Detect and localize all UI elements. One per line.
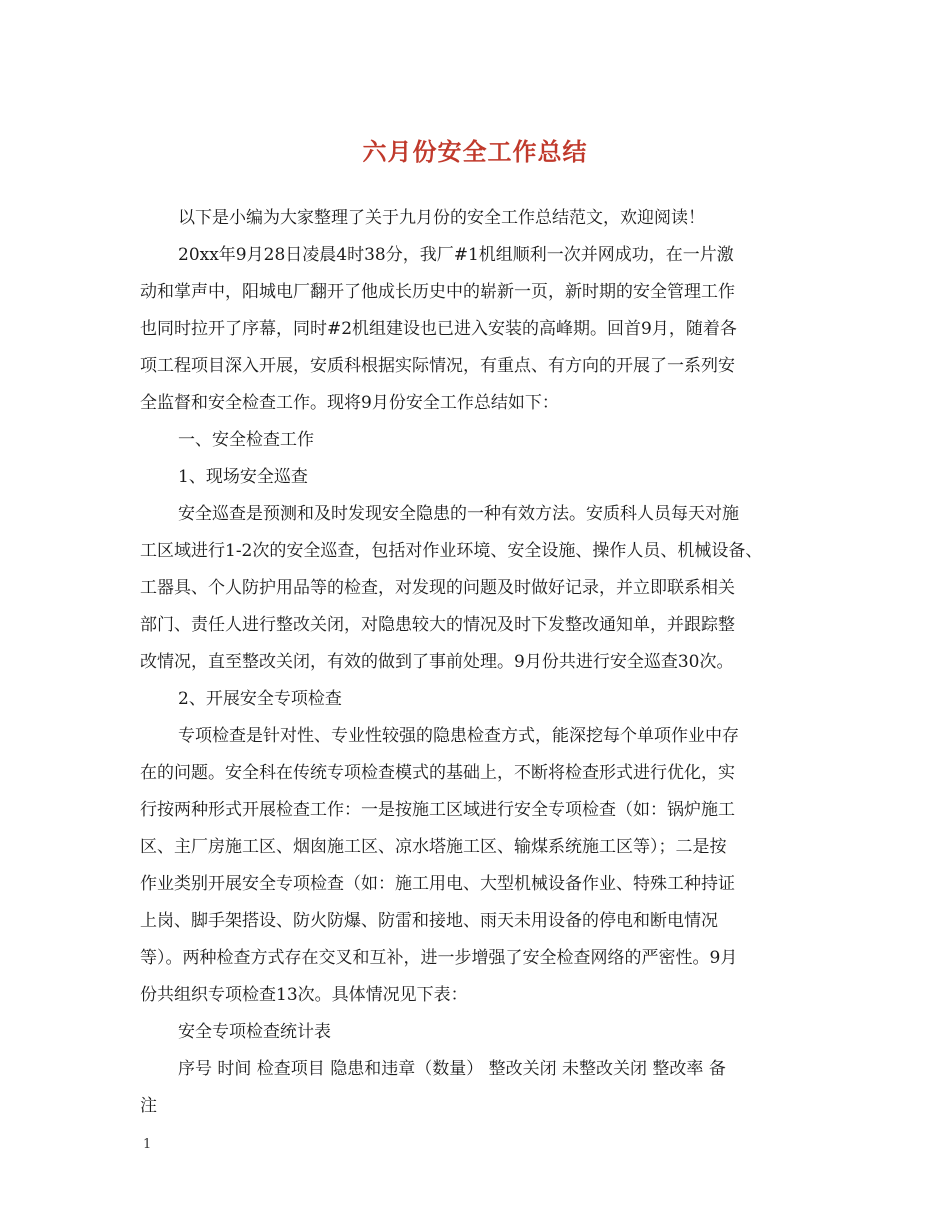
text-line: 2、开展安全专项检查 xyxy=(178,689,342,709)
text-line: 份共组织专项检查13次。具体情况见下表： xyxy=(140,985,468,1005)
text-line: 全监督和安全检查工作。现将9月份安全工作总结如下： xyxy=(140,393,559,413)
text-line: 以下是小编为大家整理了关于九月份的安全工作总结范文，欢迎阅读！ xyxy=(178,208,705,228)
paragraph xyxy=(140,422,830,459)
paragraph xyxy=(140,681,830,718)
text-line: 在的问题。安全科在传统专项检查模式的基础上，不断将检查形式进行优化，实 xyxy=(140,763,735,783)
paragraph xyxy=(140,1014,830,1051)
text-line: 区、主厂房施工区、烟囱施工区、凉水塔施工区、输煤系统施工区等）；二是按 xyxy=(140,837,727,857)
text-line: 20xx年9月28日凌晨4时38分，我厂#1机组顺利一次并网成功，在一片激 xyxy=(178,245,734,265)
text-line: 改情况，直至整改关闭，有效的做到了事前处理。9月份共进行安全巡查30次。 xyxy=(140,652,734,672)
paragraph xyxy=(140,496,830,681)
paragraph xyxy=(140,200,830,237)
page-number: 1 xyxy=(143,1137,152,1152)
text-line: 也同时拉开了序幕，同时#2机组建设也已进入安装的高峰期。回首9月，随着各 xyxy=(140,319,737,339)
document-title: 六月份安全工作总结 xyxy=(362,137,588,166)
text-line: 动和掌声中，阳城电厂翻开了他成长历史中的崭新一页，新时期的安全管理工作 xyxy=(140,282,735,302)
text-line: 序号 时间 检查项目 隐患和违章（数量） 整改关闭 未整改关闭 整改率 备 xyxy=(178,1059,726,1079)
text-line: 工区域进行1-2次的安全巡查，包括对作业环境、安全设施、操作人员、机械设备、 xyxy=(140,541,763,561)
text-line: 专项检查是针对性、专业性较强的隐患检查方式，能深挖每个单项作业中存 xyxy=(178,726,739,746)
text-line: 作业类别开展安全专项检查（如：施工用电、大型机械设备作业、特殊工种持证 xyxy=(140,874,735,894)
text-line: 1、现场安全巡查 xyxy=(178,467,308,487)
text-line: 工器具、个人防护用品等的检查，对发现的问题及时做好记录，并立即联系相关 xyxy=(140,578,735,598)
text-line: 注 xyxy=(140,1096,157,1116)
text-line: 上岗、脚手架搭设、防火防爆、防雷和接地、雨天未用设备的停电和断电情况 xyxy=(140,911,718,931)
paragraph xyxy=(140,237,830,422)
document-body xyxy=(140,200,830,1125)
text-line: 部门、责任人进行整改关闭，对隐患较大的情况及时下发整改通知单，并跟踪整 xyxy=(140,615,735,635)
paragraph xyxy=(140,1051,830,1125)
text-line: 行按两种形式开展检查工作：一是按施工区域进行安全专项检查（如：锅炉施工 xyxy=(140,800,735,820)
paragraph xyxy=(140,718,830,1014)
text-line: 安全专项检查统计表 xyxy=(178,1022,331,1042)
text-line: 等）。两种检查方式存在交叉和互补，进一步增强了安全检查网络的严密性。9月 xyxy=(140,948,738,968)
text-line: 安全巡查是预测和及时发现安全隐患的一种有效方法。安质科人员每天对施 xyxy=(178,504,739,524)
text-line: 项工程项目深入开展，安质科根据实际情况，有重点、有方向的开展了一系列安 xyxy=(140,356,735,376)
text-line: 一、安全检查工作 xyxy=(178,430,314,450)
paragraph xyxy=(140,459,830,496)
